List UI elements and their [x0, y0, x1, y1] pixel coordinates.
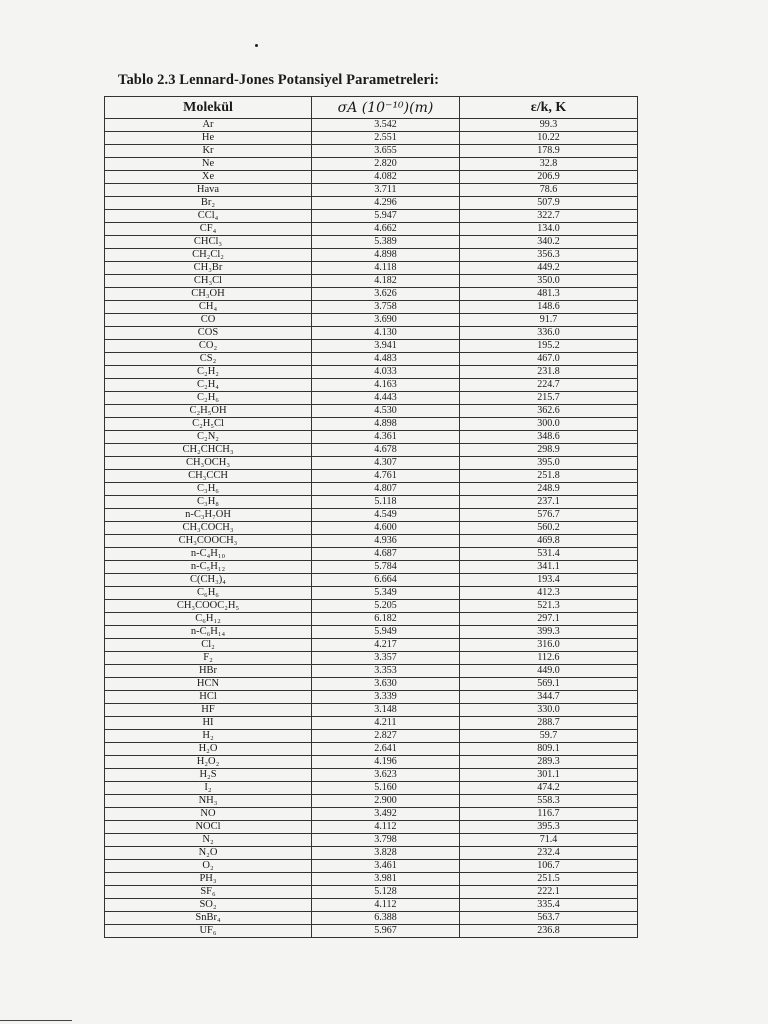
- cell-sigma: 5.128: [312, 886, 460, 899]
- cell-epsilon: 481.3: [460, 288, 638, 301]
- cell-epsilon: 348.6: [460, 431, 638, 444]
- cell-molecule: N₂: [105, 834, 312, 847]
- table-row: [105, 522, 638, 535]
- cell-sigma: 5.947: [312, 210, 460, 223]
- cell-molecule: HCl: [105, 691, 312, 704]
- table-row: [105, 184, 638, 197]
- table-row: [105, 327, 638, 340]
- cell-epsilon: 449.2: [460, 262, 638, 275]
- table-row: [105, 444, 638, 457]
- cell-sigma: 3.981: [312, 873, 460, 886]
- cell-molecule: HF: [105, 704, 312, 717]
- cell-sigma: 3.758: [312, 301, 460, 314]
- cell-epsilon: 251.5: [460, 873, 638, 886]
- cell-sigma: 4.530: [312, 405, 460, 418]
- table-row: [105, 210, 638, 223]
- table-row: [105, 834, 638, 847]
- cell-epsilon: 232.4: [460, 847, 638, 860]
- cell-molecule: C₆H₆: [105, 587, 312, 600]
- table-header-row: [105, 97, 638, 119]
- table-row: [105, 392, 638, 405]
- cell-epsilon: 32.8: [460, 158, 638, 171]
- cell-epsilon: 106.7: [460, 860, 638, 873]
- table-row: [105, 639, 638, 652]
- cell-molecule: C₂N₂: [105, 431, 312, 444]
- table-row: [105, 457, 638, 470]
- table-row: [105, 600, 638, 613]
- cell-sigma: 3.630: [312, 678, 460, 691]
- table-row: [105, 470, 638, 483]
- cell-molecule: CCl₄: [105, 210, 312, 223]
- cell-epsilon: 341.1: [460, 561, 638, 574]
- table-row: [105, 301, 638, 314]
- cell-molecule: F₂: [105, 652, 312, 665]
- table-row: [105, 249, 638, 262]
- table-row: [105, 496, 638, 509]
- cell-molecule: HBr: [105, 665, 312, 678]
- cell-epsilon: 215.7: [460, 392, 638, 405]
- cell-sigma: 4.112: [312, 899, 460, 912]
- cell-sigma: 5.784: [312, 561, 460, 574]
- cell-sigma: 3.655: [312, 145, 460, 158]
- cell-sigma: 3.357: [312, 652, 460, 665]
- cell-molecule: C₂H₆: [105, 392, 312, 405]
- cell-epsilon: 340.2: [460, 236, 638, 249]
- table-row: [105, 899, 638, 912]
- cell-epsilon: 563.7: [460, 912, 638, 925]
- cell-molecule: CH₄: [105, 301, 312, 314]
- cell-molecule: CH₃COCH₃: [105, 522, 312, 535]
- cell-sigma: 3.461: [312, 860, 460, 873]
- cell-sigma: 6.182: [312, 613, 460, 626]
- table-row: [105, 743, 638, 756]
- cell-molecule: SO₂: [105, 899, 312, 912]
- cell-molecule: CH₂CHCH₃: [105, 444, 312, 457]
- table-row: [105, 223, 638, 236]
- table-row: [105, 171, 638, 184]
- cell-sigma: 4.130: [312, 327, 460, 340]
- cell-molecule: CH₃Br: [105, 262, 312, 275]
- cell-sigma: 4.662: [312, 223, 460, 236]
- table-row: [105, 613, 638, 626]
- table-row: [105, 756, 638, 769]
- cell-sigma: 4.211: [312, 717, 460, 730]
- cell-sigma: 4.687: [312, 548, 460, 561]
- cell-sigma: 3.711: [312, 184, 460, 197]
- cell-sigma: 4.163: [312, 379, 460, 392]
- cell-molecule: CH₃COOCH₃: [105, 535, 312, 548]
- cell-epsilon: 224.7: [460, 379, 638, 392]
- cell-epsilon: 809.1: [460, 743, 638, 756]
- cell-sigma: 4.678: [312, 444, 460, 457]
- cell-sigma: 4.296: [312, 197, 460, 210]
- header-epsilon: ε/k, K: [460, 97, 638, 119]
- cell-sigma: 4.361: [312, 431, 460, 444]
- table-row: [105, 236, 638, 249]
- cell-molecule: n-C₆H₁₄: [105, 626, 312, 639]
- cell-molecule: CO₂: [105, 340, 312, 353]
- cell-sigma: 4.182: [312, 275, 460, 288]
- cell-molecule: Ne: [105, 158, 312, 171]
- cell-sigma: 4.307: [312, 457, 460, 470]
- cell-epsilon: 412.3: [460, 587, 638, 600]
- cell-molecule: CO: [105, 314, 312, 327]
- cell-sigma: 4.898: [312, 249, 460, 262]
- cell-molecule: CH₃CCH: [105, 470, 312, 483]
- table-row: [105, 717, 638, 730]
- cell-sigma: 4.118: [312, 262, 460, 275]
- cell-molecule: n-C₄H₁₀: [105, 548, 312, 561]
- cell-epsilon: 531.4: [460, 548, 638, 561]
- cell-molecule: H₂S: [105, 769, 312, 782]
- cell-epsilon: 362.6: [460, 405, 638, 418]
- cell-molecule: Hava: [105, 184, 312, 197]
- cell-molecule: UF₆: [105, 925, 312, 938]
- cell-epsilon: 298.9: [460, 444, 638, 457]
- cell-epsilon: 231.8: [460, 366, 638, 379]
- cell-epsilon: 10.22: [460, 132, 638, 145]
- cell-sigma: 4.112: [312, 821, 460, 834]
- table-row: [105, 886, 638, 899]
- cell-sigma: 5.349: [312, 587, 460, 600]
- table-row: [105, 483, 638, 496]
- table-row: [105, 704, 638, 717]
- cell-epsilon: 560.2: [460, 522, 638, 535]
- table-row: [105, 860, 638, 873]
- cell-epsilon: 350.0: [460, 275, 638, 288]
- cell-epsilon: 335.4: [460, 899, 638, 912]
- table-row: [105, 405, 638, 418]
- cell-epsilon: 237.1: [460, 496, 638, 509]
- cell-sigma: 3.353: [312, 665, 460, 678]
- cell-molecule: CHCl₃: [105, 236, 312, 249]
- cell-epsilon: 206.9: [460, 171, 638, 184]
- cell-molecule: H₂: [105, 730, 312, 743]
- cell-epsilon: 193.4: [460, 574, 638, 587]
- cell-molecule: Kr: [105, 145, 312, 158]
- cell-molecule: C₂H₂: [105, 366, 312, 379]
- cell-sigma: 6.664: [312, 574, 460, 587]
- table-row: [105, 574, 638, 587]
- cell-molecule: CH₃OCH₃: [105, 457, 312, 470]
- cell-sigma: 5.967: [312, 925, 460, 938]
- cell-molecule: CS₂: [105, 353, 312, 366]
- cell-epsilon: 344.7: [460, 691, 638, 704]
- cell-molecule: O₂: [105, 860, 312, 873]
- cell-epsilon: 99.3: [460, 119, 638, 132]
- cell-molecule: HCN: [105, 678, 312, 691]
- cell-epsilon: 78.6: [460, 184, 638, 197]
- cell-molecule: Br₂: [105, 197, 312, 210]
- cell-molecule: CH₃COOC₂H₅: [105, 600, 312, 613]
- table-row: [105, 197, 638, 210]
- cell-epsilon: 251.8: [460, 470, 638, 483]
- table-row: [105, 691, 638, 704]
- table-row: [105, 873, 638, 886]
- cell-sigma: 6.388: [312, 912, 460, 925]
- table-row: [105, 366, 638, 379]
- table-row: [105, 379, 638, 392]
- cell-molecule: H₂O: [105, 743, 312, 756]
- cell-epsilon: 222.1: [460, 886, 638, 899]
- cell-epsilon: 248.9: [460, 483, 638, 496]
- table-row: [105, 925, 638, 938]
- cell-epsilon: 507.9: [460, 197, 638, 210]
- cell-sigma: 4.082: [312, 171, 460, 184]
- cell-molecule: Ar: [105, 119, 312, 132]
- cell-epsilon: 316.0: [460, 639, 638, 652]
- cell-sigma: 5.949: [312, 626, 460, 639]
- table-row: [105, 782, 638, 795]
- cell-sigma: 5.160: [312, 782, 460, 795]
- cell-molecule: CH₃OH: [105, 288, 312, 301]
- header-molecule: Molekül: [105, 97, 312, 119]
- cell-epsilon: 148.6: [460, 301, 638, 314]
- table-row: [105, 314, 638, 327]
- cell-epsilon: 134.0: [460, 223, 638, 236]
- table-row: [105, 561, 638, 574]
- cell-sigma: 2.900: [312, 795, 460, 808]
- cell-sigma: 3.626: [312, 288, 460, 301]
- page-edge-line: [0, 1020, 72, 1021]
- table-row: [105, 665, 638, 678]
- cell-molecule: C(CH₃)₄: [105, 574, 312, 587]
- cell-molecule: CH₃Cl: [105, 275, 312, 288]
- cell-sigma: 3.828: [312, 847, 460, 860]
- table-row: [105, 340, 638, 353]
- table-row: [105, 769, 638, 782]
- cell-molecule: Xe: [105, 171, 312, 184]
- cell-epsilon: 558.3: [460, 795, 638, 808]
- table-row: [105, 535, 638, 548]
- cell-sigma: 4.443: [312, 392, 460, 405]
- cell-sigma: 2.827: [312, 730, 460, 743]
- cell-sigma: 2.820: [312, 158, 460, 171]
- lennard-jones-table: [104, 96, 638, 938]
- table-row: [105, 431, 638, 444]
- cell-epsilon: 300.0: [460, 418, 638, 431]
- cell-molecule: C₃H₈: [105, 496, 312, 509]
- cell-epsilon: 474.2: [460, 782, 638, 795]
- cell-epsilon: 449.0: [460, 665, 638, 678]
- cell-molecule: C₂H₅OH: [105, 405, 312, 418]
- cell-sigma: 3.690: [312, 314, 460, 327]
- table-row: [105, 626, 638, 639]
- cell-molecule: I₂: [105, 782, 312, 795]
- cell-sigma: 3.492: [312, 808, 460, 821]
- table-row: [105, 132, 638, 145]
- table-row: [105, 262, 638, 275]
- cell-epsilon: 395.3: [460, 821, 638, 834]
- scan-speck: [255, 44, 258, 47]
- cell-molecule: Cl₂: [105, 639, 312, 652]
- header-sigma: σA (10⁻¹⁰)(m): [312, 97, 460, 119]
- cell-epsilon: 71.4: [460, 834, 638, 847]
- cell-epsilon: 195.2: [460, 340, 638, 353]
- cell-sigma: 4.549: [312, 509, 460, 522]
- table-row: [105, 678, 638, 691]
- cell-epsilon: 116.7: [460, 808, 638, 821]
- cell-molecule: SF₆: [105, 886, 312, 899]
- cell-epsilon: 322.7: [460, 210, 638, 223]
- cell-epsilon: 569.1: [460, 678, 638, 691]
- cell-sigma: 3.798: [312, 834, 460, 847]
- cell-epsilon: 112.6: [460, 652, 638, 665]
- table-row: [105, 847, 638, 860]
- table-row: [105, 548, 638, 561]
- cell-molecule: NH₃: [105, 795, 312, 808]
- cell-molecule: CH₂Cl₂: [105, 249, 312, 262]
- cell-epsilon: 297.1: [460, 613, 638, 626]
- cell-molecule: C₆H₁₂: [105, 613, 312, 626]
- table-row: [105, 158, 638, 171]
- cell-molecule: N₂O: [105, 847, 312, 860]
- cell-sigma: 4.196: [312, 756, 460, 769]
- cell-epsilon: 336.0: [460, 327, 638, 340]
- cell-molecule: COS: [105, 327, 312, 340]
- cell-sigma: 4.217: [312, 639, 460, 652]
- cell-sigma: 4.033: [312, 366, 460, 379]
- cell-sigma: 4.898: [312, 418, 460, 431]
- cell-molecule: n-C₅H₁₂: [105, 561, 312, 574]
- table-row: [105, 275, 638, 288]
- cell-molecule: SnBr₄: [105, 912, 312, 925]
- cell-sigma: 4.483: [312, 353, 460, 366]
- table-row: [105, 145, 638, 158]
- cell-sigma: 2.551: [312, 132, 460, 145]
- cell-molecule: HI: [105, 717, 312, 730]
- cell-epsilon: 178.9: [460, 145, 638, 158]
- cell-epsilon: 236.8: [460, 925, 638, 938]
- cell-sigma: 3.148: [312, 704, 460, 717]
- table-row: [105, 288, 638, 301]
- table-row: [105, 119, 638, 132]
- cell-epsilon: 576.7: [460, 509, 638, 522]
- cell-sigma: 3.542: [312, 119, 460, 132]
- table-title: Tablo 2.3 Lennard-Jones Potansiyel Parametreleri:: [118, 72, 440, 88]
- cell-epsilon: 467.0: [460, 353, 638, 366]
- cell-epsilon: 395.0: [460, 457, 638, 470]
- cell-molecule: CF₄: [105, 223, 312, 236]
- cell-epsilon: 288.7: [460, 717, 638, 730]
- cell-sigma: 4.761: [312, 470, 460, 483]
- table-row: [105, 730, 638, 743]
- cell-molecule: He: [105, 132, 312, 145]
- cell-epsilon: 301.1: [460, 769, 638, 782]
- cell-epsilon: 399.3: [460, 626, 638, 639]
- cell-molecule: C₃H₆: [105, 483, 312, 496]
- cell-epsilon: 59.7: [460, 730, 638, 743]
- cell-epsilon: 356.3: [460, 249, 638, 262]
- table-row: [105, 652, 638, 665]
- table-row: [105, 418, 638, 431]
- cell-epsilon: 469.8: [460, 535, 638, 548]
- cell-sigma: 2.641: [312, 743, 460, 756]
- cell-sigma: 4.936: [312, 535, 460, 548]
- cell-sigma: 5.389: [312, 236, 460, 249]
- cell-molecule: C₂H₅Cl: [105, 418, 312, 431]
- cell-sigma: 4.600: [312, 522, 460, 535]
- table-row: [105, 821, 638, 834]
- cell-molecule: C₂H₄: [105, 379, 312, 392]
- table-row: [105, 587, 638, 600]
- cell-molecule: H₂O₂: [105, 756, 312, 769]
- cell-sigma: 3.623: [312, 769, 460, 782]
- cell-epsilon: 330.0: [460, 704, 638, 717]
- cell-sigma: 5.205: [312, 600, 460, 613]
- cell-molecule: NO: [105, 808, 312, 821]
- cell-molecule: NOCl: [105, 821, 312, 834]
- cell-epsilon: 91.7: [460, 314, 638, 327]
- table-row: [105, 795, 638, 808]
- cell-epsilon: 289.3: [460, 756, 638, 769]
- cell-sigma: 5.118: [312, 496, 460, 509]
- table-row: [105, 509, 638, 522]
- cell-sigma: 3.941: [312, 340, 460, 353]
- cell-sigma: 3.339: [312, 691, 460, 704]
- cell-sigma: 4.807: [312, 483, 460, 496]
- table-row: [105, 808, 638, 821]
- cell-molecule: n-C₃H₇OH: [105, 509, 312, 522]
- cell-epsilon: 521.3: [460, 600, 638, 613]
- table-row: [105, 912, 638, 925]
- cell-molecule: PH₃: [105, 873, 312, 886]
- table-row: [105, 353, 638, 366]
